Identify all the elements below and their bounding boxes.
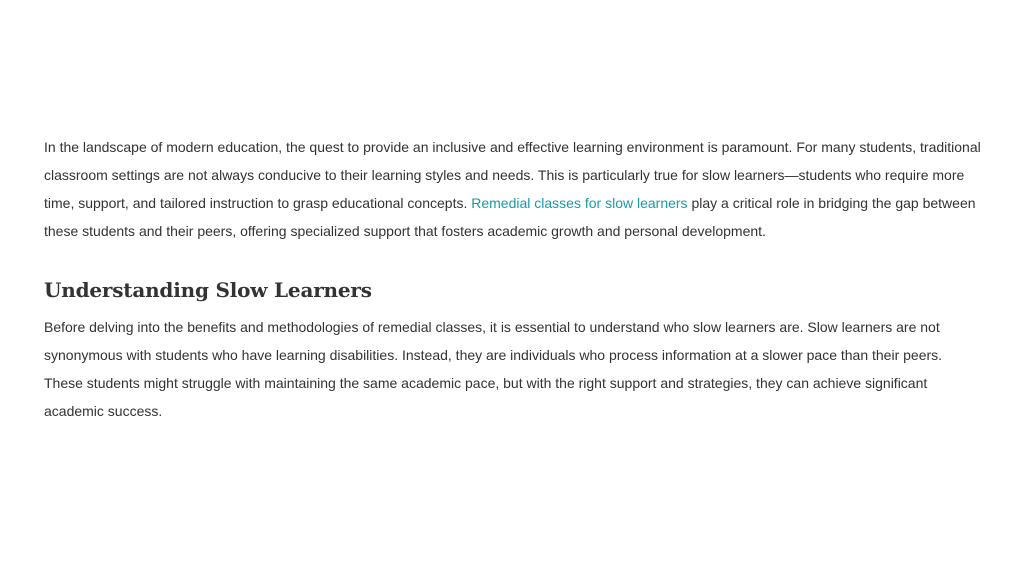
intro-text-after-link: play a critical role in bridging the gap between these students and their peers, offering specialized support that fosters academic growth and personal development. [44,195,976,239]
section-heading: Understanding Slow Learners [44,278,372,302]
intro-paragraph [44,133,984,245]
section-paragraph: Before delving into the benefits and methodologies of remedial classes, it is essential to understand who slow learners are. Slow learners are not synonymous with students who have learning disabilities. Instead, they are individuals who process information at a slower pace than their peers. These students might struggle with maintaining the same academic pace, but with the right support and strategies, they can achieve significant academic success. [44,319,943,419]
intro-text-before-link: In the landscape of modern education, the quest to provide an inclusive and effective learning environment is paramount. For many students, traditional classroom settings are not always conducive to their learning styles and needs. This is particularly true for slow learners—students who require more time, support, and tailored instruction to grasp educational concepts. [44,139,981,211]
remedial-classes-link[interactable]: Remedial classes for slow learners [471,195,688,211]
article-content [44,133,984,425]
